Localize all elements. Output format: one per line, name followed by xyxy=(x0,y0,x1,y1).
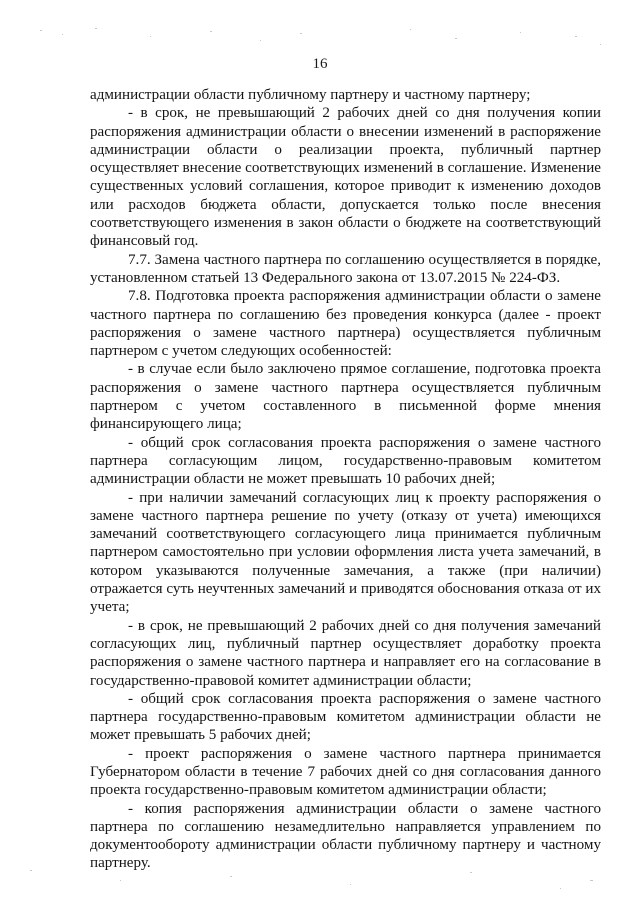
paragraph: - копия распоряжения администрации области о замене частного партнера по соглашению незамедлительно направляется управлением по документообороту администрации области публичному партнеру и частному партнеру. xyxy=(90,800,601,872)
document-body xyxy=(90,86,601,873)
paragraph: 7.7. Замена частного партнера по соглашению осуществляется в порядке, установленном статьей 13 Федерального закона от 13.07.2015 № 224-ФЗ. xyxy=(90,251,601,286)
paragraph: 7.8. Подготовка проекта распоряжения администрации области о замене частного партнера по соглашению без проведения конкурса (далее - проект распоряжения о замене частного партнера) осуществляется публичным партнером с учетом следующих особенностей: xyxy=(90,288,601,360)
paragraph: - в срок, не превышающий 2 рабочих дней со дня получения замечаний согласующих лиц, публичный партнер осуществляет доработку проекта распоряжения о замене частного партнера и направляет его на согласование в государственно-правовой комитет администрации области; xyxy=(90,617,601,689)
paragraph: администрации области публичному партнеру и частному партнеру; xyxy=(90,87,531,103)
paragraph: - общий срок согласования проекта распоряжения о замене частного партнера согласующим лицом, государственно-правовым комитетом администрации области не может превышать 10 рабочих дней; xyxy=(90,434,601,488)
paragraph: - проект распоряжения о замене частного партнера принимается Губернатором области в течение 7 рабочих дней со дня согласования данного проекта государственно-правовым комитетом администрации области; xyxy=(90,745,601,799)
paragraph: - в срок, не превышающий 2 рабочих дней со дня получения копии распоряжения администрации области о внесении изменений в распоряжение администрации области о реализации проекта, публичный партнер осуществляет внесение соответствующих изменений в соглашение. Изменение существенных условий соглашения, которое приводит к изменению доходов или расходов бюджета области, допускается только после внесения соответствующего изменения в закон области о бюджете на соответствующий финансовый год. xyxy=(90,105,601,250)
page-number: 16 xyxy=(312,56,328,72)
paragraph: - при наличии замечаний согласующих лиц к проекту распоряжения о замене частного партнера решение по учету (отказу от учета) имеющихся замечаний соответствующего согласующего лица принимается публичным партнером самостоятельно при условии оформления листа учета замечаний, в котором указываются полученные замечания, а также (при наличии) отражается суть неучтенных замечаний и приводятся обоснования отказа от их учета; xyxy=(90,489,601,616)
paragraph: - в случае если было заключено прямое соглашение, подготовка проекта распоряжения о замене частного партнера осуществляется публичным партнером с учетом составленного в письменной форме мнения финансирующего лица; xyxy=(90,361,601,433)
paragraph: - общий срок согласования проекта распоряжения о замене частного партнера государственно-правовым комитетом администрации области не может превышать 5 рабочих дней; xyxy=(90,690,601,744)
